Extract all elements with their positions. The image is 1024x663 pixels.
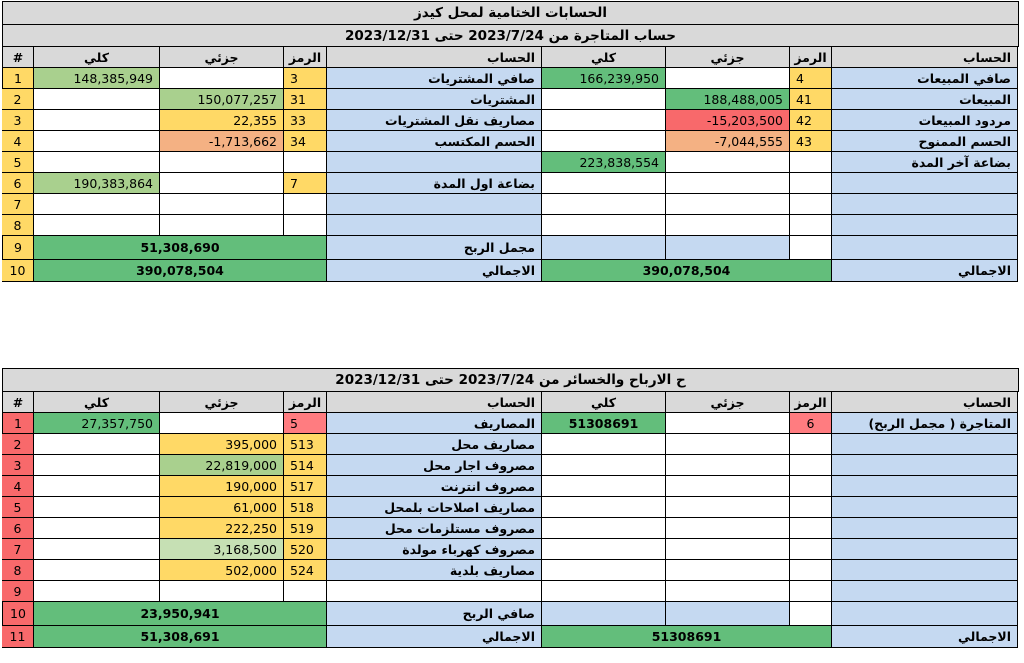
cell: [832, 236, 1018, 260]
gross-profit-label: مجمل الربح: [327, 236, 542, 260]
left-partial-cell: -1,713,662: [160, 131, 284, 152]
right-account-cell: مردود المبيعات: [832, 110, 1018, 131]
row-number: 4: [2, 476, 34, 497]
right-code-cell: 4: [790, 68, 832, 89]
right-partial-cell: [666, 173, 790, 194]
row-number: 6: [2, 173, 34, 194]
left-account-cell: مصاريف بلدية: [327, 560, 542, 581]
col-total-header: كلي: [542, 47, 666, 68]
right-total-cell: [542, 194, 666, 215]
right-account-cell: [832, 581, 1018, 602]
row-number: 1: [2, 68, 34, 89]
row-number: 1: [2, 413, 34, 434]
right-total-value: 51308691: [542, 626, 832, 648]
row-number: 7: [2, 194, 34, 215]
left-code-cell: [284, 581, 327, 602]
left-partial-cell: 22,355: [160, 110, 284, 131]
right-account-cell: [832, 194, 1018, 215]
left-code-cell: 520: [284, 539, 327, 560]
right-partial-cell: [666, 434, 790, 455]
left-account-cell: مصروف مستلزمات محل: [327, 518, 542, 539]
right-total-cell: [542, 89, 666, 110]
left-code-cell: [284, 194, 327, 215]
left-partial-cell: 22,819,000: [160, 455, 284, 476]
left-partial-cell: 502,000: [160, 560, 284, 581]
left-total-cell: [34, 110, 160, 131]
left-total-cell: [34, 215, 160, 236]
left-account-cell: مصاريف محل: [327, 434, 542, 455]
right-account-cell: [832, 455, 1018, 476]
row-number: 3: [2, 455, 34, 476]
right-partial-cell: [666, 215, 790, 236]
col-num-header: #: [2, 47, 34, 68]
right-total-value: 390,078,504: [542, 260, 832, 282]
right-code-cell: [790, 152, 832, 173]
right-partial-cell: [666, 455, 790, 476]
right-total-cell: [542, 581, 666, 602]
left-total-label: الاجمالي: [327, 626, 542, 648]
left-account-cell: مصاريف اصلاحات بلمحل: [327, 497, 542, 518]
trading-account-table: [2, 1, 1019, 282]
right-account-cell: المبيعات: [832, 89, 1018, 110]
right-total-cell: [542, 518, 666, 539]
right-total-cell: 51308691: [542, 413, 666, 434]
left-code-cell: 524: [284, 560, 327, 581]
trading-summary: [2, 236, 1019, 282]
right-partial-cell: [666, 413, 790, 434]
right-partial-cell: [666, 497, 790, 518]
left-code-cell: 5: [284, 413, 327, 434]
left-account-cell: بضاعة اول المدة: [327, 173, 542, 194]
right-partial-cell: [666, 68, 790, 89]
row-number: 2: [2, 89, 34, 110]
left-total-cell: 190,383,864: [34, 173, 160, 194]
left-code-cell: 34: [284, 131, 327, 152]
right-account-cell: [832, 434, 1018, 455]
right-account-cell: [832, 539, 1018, 560]
right-code-cell: [790, 215, 832, 236]
left-account-cell: المشتريات: [327, 89, 542, 110]
right-partial-cell: -7,044,555: [666, 131, 790, 152]
right-total-cell: [542, 497, 666, 518]
right-partial-cell: [666, 560, 790, 581]
right-partial-cell: 188,488,005: [666, 89, 790, 110]
left-total-label: الاجمالي: [327, 260, 542, 282]
right-partial-cell: [666, 194, 790, 215]
left-total-cell: [34, 497, 160, 518]
left-code-cell: 7: [284, 173, 327, 194]
left-total-cell: [34, 518, 160, 539]
right-partial-cell: [666, 539, 790, 560]
col-partial-header: جزئي: [160, 47, 284, 68]
left-partial-cell: [160, 194, 284, 215]
right-code-cell: [790, 173, 832, 194]
trading-account-subtitle: حساب المتاجرة من 2023/7/24 حتى 2023/12/31: [2, 24, 1019, 46]
left-account-cell: [327, 152, 542, 173]
trading-rows: [2, 68, 1019, 236]
report-title: الحسابات الختامية لمحل كيدز: [2, 1, 1019, 24]
row-number: 10: [2, 260, 34, 282]
left-total-cell: [34, 434, 160, 455]
right-total-cell: [542, 215, 666, 236]
row-number: 10: [2, 602, 34, 626]
right-account-cell: [832, 497, 1018, 518]
left-partial-cell: 61,000: [160, 497, 284, 518]
right-code-cell: [790, 539, 832, 560]
right-total-cell: [542, 131, 666, 152]
profit-loss-table: [2, 368, 1019, 648]
col-partial-header: جزئي: [666, 392, 790, 413]
cell: [542, 602, 666, 626]
left-account-cell: المصاريف: [327, 413, 542, 434]
right-code-cell: [790, 497, 832, 518]
right-code-cell: [790, 518, 832, 539]
row-number: 5: [2, 152, 34, 173]
right-code-cell: [790, 476, 832, 497]
col-account-header: الحساب: [832, 47, 1018, 68]
right-total-cell: [542, 173, 666, 194]
right-total-cell: 166,239,950: [542, 68, 666, 89]
col-account-header: الحساب: [832, 392, 1018, 413]
net-profit-label: صافي الربح: [327, 602, 542, 626]
left-code-cell: 31: [284, 89, 327, 110]
col-code-header: الرمز: [284, 392, 327, 413]
right-account-cell: المتاجرة ( مجمل الربح): [832, 413, 1018, 434]
profit-loss-summary: [2, 602, 1019, 648]
right-partial-cell: [666, 581, 790, 602]
table-header-row: [2, 46, 1019, 68]
left-total-value: 51,308,691: [34, 626, 327, 648]
left-account-cell: الحسم المكتسب: [327, 131, 542, 152]
left-total-cell: 27,357,750: [34, 413, 160, 434]
right-code-cell: 42: [790, 110, 832, 131]
right-code-cell: [790, 434, 832, 455]
left-code-cell: 519: [284, 518, 327, 539]
left-code-cell: 514: [284, 455, 327, 476]
left-partial-cell: [160, 413, 284, 434]
col-num-header: #: [2, 392, 34, 413]
left-code-cell: 517: [284, 476, 327, 497]
left-account-cell: صافي المشتريات: [327, 68, 542, 89]
left-total-cell: [34, 560, 160, 581]
row-number: 11: [2, 626, 34, 648]
right-account-cell: [832, 215, 1018, 236]
right-code-cell: [790, 560, 832, 581]
right-code-cell: [790, 194, 832, 215]
right-code-cell: [790, 455, 832, 476]
col-code-header: الرمز: [790, 392, 832, 413]
left-total-cell: [34, 581, 160, 602]
left-total-cell: [34, 89, 160, 110]
right-account-cell: بضاعة آخر المدة: [832, 152, 1018, 173]
row-number: 9: [2, 581, 34, 602]
right-partial-cell: -15,203,500: [666, 110, 790, 131]
row-number: 8: [2, 215, 34, 236]
left-partial-cell: 222,250: [160, 518, 284, 539]
left-account-cell: مصروف اجار محل: [327, 455, 542, 476]
right-total-cell: [542, 560, 666, 581]
left-code-cell: 518: [284, 497, 327, 518]
col-partial-header: جزئي: [160, 392, 284, 413]
left-partial-cell: [160, 68, 284, 89]
left-partial-cell: [160, 173, 284, 194]
left-account-cell: مصروف كهرباء مولدة: [327, 539, 542, 560]
gross-profit-value: 51,308,690: [34, 236, 327, 260]
left-total-cell: [34, 455, 160, 476]
col-account-header: الحساب: [327, 47, 542, 68]
right-code-cell: 6: [790, 413, 832, 434]
row-number: 6: [2, 518, 34, 539]
left-total-cell: [34, 152, 160, 173]
col-code-header: الرمز: [790, 47, 832, 68]
right-account-cell: الحسم الممنوح: [832, 131, 1018, 152]
left-partial-cell: [160, 152, 284, 173]
left-partial-cell: 190,000: [160, 476, 284, 497]
row-number: 9: [2, 236, 34, 260]
right-total-label: الاجمالي: [832, 626, 1018, 648]
cell: [790, 602, 832, 626]
left-total-cell: [34, 539, 160, 560]
right-code-cell: 41: [790, 89, 832, 110]
cell: [666, 236, 790, 260]
row-number: 5: [2, 497, 34, 518]
left-partial-cell: 395,000: [160, 434, 284, 455]
right-total-cell: [542, 434, 666, 455]
left-partial-cell: 3,168,500: [160, 539, 284, 560]
right-partial-cell: [666, 152, 790, 173]
left-total-cell: 148,385,949: [34, 68, 160, 89]
left-code-cell: 513: [284, 434, 327, 455]
left-total-cell: [34, 194, 160, 215]
left-account-cell: مصروف انترنت: [327, 476, 542, 497]
right-account-cell: [832, 476, 1018, 497]
left-total-cell: [34, 476, 160, 497]
left-account-cell: [327, 194, 542, 215]
left-total-cell: [34, 131, 160, 152]
row-number: 8: [2, 560, 34, 581]
right-total-cell: 223,838,554: [542, 152, 666, 173]
left-account-cell: [327, 581, 542, 602]
left-code-cell: 3: [284, 68, 327, 89]
net-profit-value: 23,950,941: [34, 602, 327, 626]
left-partial-cell: [160, 581, 284, 602]
row-number: 7: [2, 539, 34, 560]
row-number: 2: [2, 434, 34, 455]
profit-loss-rows: [2, 413, 1019, 602]
cell: [666, 602, 790, 626]
left-code-cell: 33: [284, 110, 327, 131]
col-partial-header: جزئي: [666, 47, 790, 68]
col-total-header: كلي: [34, 47, 160, 68]
right-partial-cell: [666, 476, 790, 497]
cell: [542, 236, 666, 260]
right-total-cell: [542, 539, 666, 560]
left-account-cell: مصاريف نقل المشتريات: [327, 110, 542, 131]
left-partial-cell: 150,077,257: [160, 89, 284, 110]
right-total-cell: [542, 110, 666, 131]
col-total-header: كلي: [34, 392, 160, 413]
right-account-cell: [832, 560, 1018, 581]
row-number: 3: [2, 110, 34, 131]
col-code-header: الرمز: [284, 47, 327, 68]
right-total-label: الاجمالي: [832, 260, 1018, 282]
left-account-cell: [327, 215, 542, 236]
cell: [790, 236, 832, 260]
right-account-cell: صافي المبيعات: [832, 68, 1018, 89]
col-total-header: كلي: [542, 392, 666, 413]
right-code-cell: [790, 581, 832, 602]
col-account-header: الحساب: [327, 392, 542, 413]
right-total-cell: [542, 455, 666, 476]
left-code-cell: [284, 152, 327, 173]
row-number: 4: [2, 131, 34, 152]
left-partial-cell: [160, 215, 284, 236]
right-account-cell: [832, 173, 1018, 194]
table-header-row: [2, 391, 1019, 413]
left-total-value: 390,078,504: [34, 260, 327, 282]
cell: [832, 602, 1018, 626]
right-account-cell: [832, 518, 1018, 539]
right-code-cell: 43: [790, 131, 832, 152]
right-total-cell: [542, 476, 666, 497]
left-code-cell: [284, 215, 327, 236]
right-partial-cell: [666, 518, 790, 539]
profit-loss-subtitle: ح الارباح والخسائر من 2023/7/24 حتى 2023/12/31: [2, 368, 1019, 391]
